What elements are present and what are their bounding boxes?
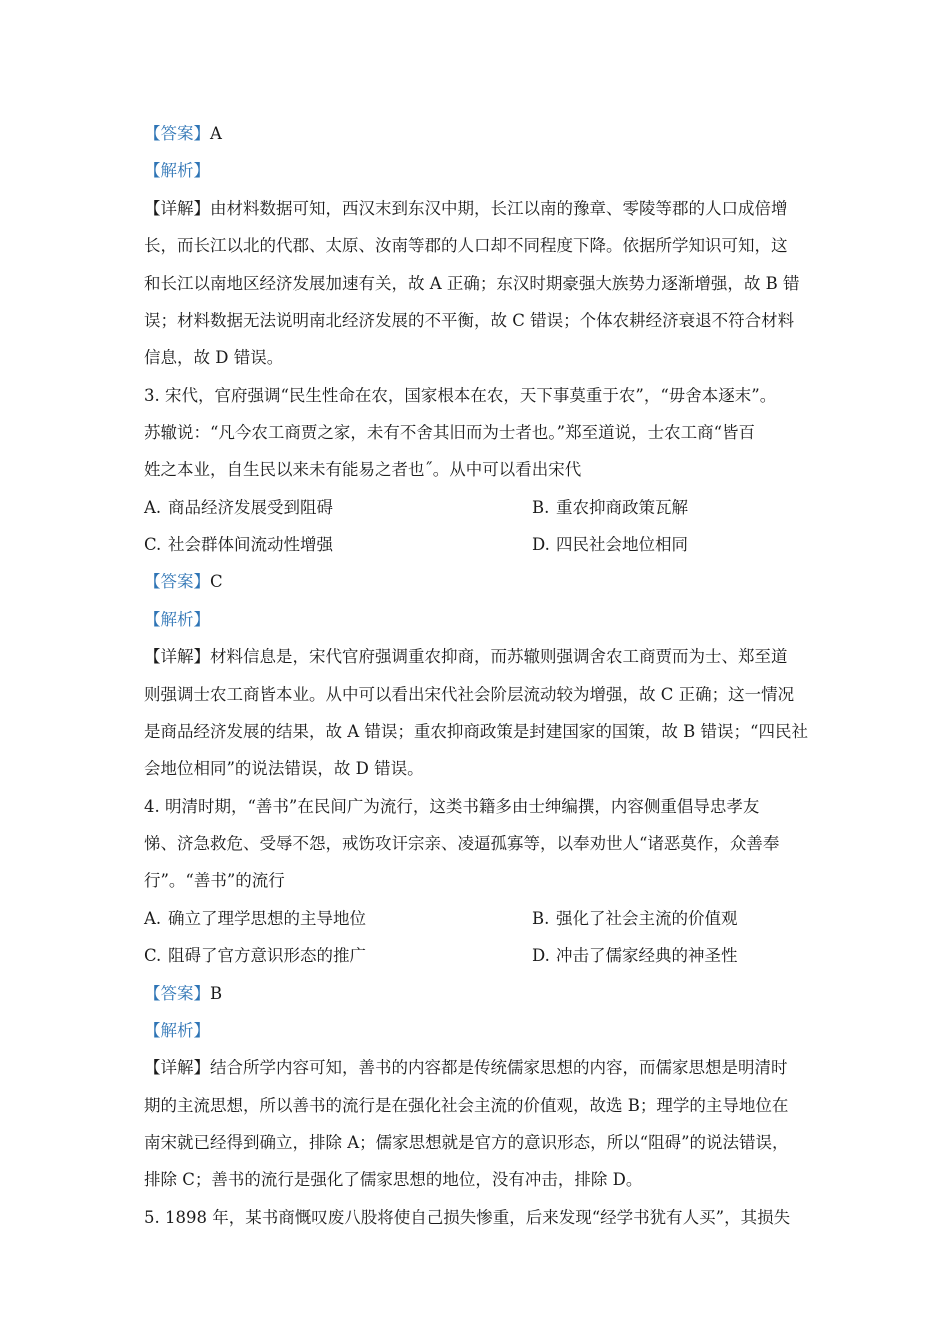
q4-option-c[interactable] xyxy=(144,945,366,967)
q4-detail-line: 排除 C；善书的流行是强化了儒家思想的地位，没有冲击，排除 D。 xyxy=(144,1170,643,1189)
q4-answer-line xyxy=(144,983,222,1005)
answer-value: C xyxy=(210,572,223,591)
q3-detail-line: 则强调士农工商皆本业。从中可以看出宋代社会阶层流动较为增强，故 C 正确；这一情况 xyxy=(144,685,795,704)
q4-option-d[interactable] xyxy=(532,945,738,967)
q3-stem-line: 姓之本业，自生民以来未有能易之者也˝。从中可以看出宋代 xyxy=(144,460,582,479)
detail-text: 由材料数据可知，西汉末到东汉中期，长江以南的豫章、零陵等郡的人口成倍增 xyxy=(210,199,788,218)
q4-detail-line: 南宋就已经得到确立，排除 A；儒家思想就是官方的意识形态，所以“阻碍”的说法错误， xyxy=(144,1133,789,1152)
q4-stem-line: 4. 明清时期，“善书”在民间广为流行，这类书籍多由士绅编撰，内容侧重倡导忠孝友 xyxy=(144,797,760,816)
q3-detail-line: 是商品经济发展的结果，故 A 错误；重农抑商政策是封建国家的国策，故 B 错误；“四民社 xyxy=(144,722,808,741)
q4-detail-line: 期的主流思想，所以善书的流行是在强化社会主流的价值观，故选 B；理学的主导地位在 xyxy=(144,1096,789,1115)
option-text: 重农抑商政策瓦解 xyxy=(556,498,688,517)
q2-analysis-line xyxy=(144,160,210,182)
analysis-tag: 【解析】 xyxy=(144,161,210,180)
q2-detail-line: 长，而长江以北的代郡、太原、汝南等郡的人口却不同程度下降。依据所学知识可知，这 xyxy=(144,236,788,255)
q2-detail-line: 和长江以南地区经济发展加速有关，故 A 正确；东汉时期豪强大族势力逐渐增强，故 B 错 xyxy=(144,274,800,293)
option-text: 冲击了儒家经典的神圣性 xyxy=(556,946,738,965)
detail-tag: 【详解】 xyxy=(144,1058,210,1077)
detail-tag: 【详解】 xyxy=(144,647,210,666)
option-letter: C. xyxy=(144,946,162,965)
q5-stem-line: 5. 1898 年，某书商慨叹废八股将使自己损失惨重，后来发现“经学书犹有人买”，其损失 xyxy=(144,1208,791,1227)
analysis-tag: 【解析】 xyxy=(144,1021,210,1040)
q4-analysis-line xyxy=(144,1020,210,1042)
option-letter: B. xyxy=(532,909,550,928)
option-text: 社会群体间流动性增强 xyxy=(168,535,333,554)
option-letter: B. xyxy=(532,498,550,517)
option-letter: D. xyxy=(532,946,550,965)
option-text: 确立了理学思想的主导地位 xyxy=(168,909,366,928)
q3-detail-line xyxy=(144,646,788,668)
q3-stem-line: 3. 宋代，官府强调“民生性命在农，国家根本在农，天下事莫重于农”，“毋舍本逐末”。 xyxy=(144,386,777,405)
q2-detail-line: 误；材料数据无法说明南北经济发展的不平衡，故 C 错误；个体农耕经济衰退不符合材料 xyxy=(144,311,795,330)
q4-option-a[interactable] xyxy=(144,908,366,930)
q4-option-b[interactable] xyxy=(532,908,738,930)
q2-detail-line: 信息，故 D 错误。 xyxy=(144,348,284,367)
q3-option-a[interactable] xyxy=(144,497,333,519)
q3-detail-line: 会地位相同”的说法错误，故 D 错误。 xyxy=(144,759,424,778)
analysis-tag: 【解析】 xyxy=(144,610,210,629)
q2-detail-line xyxy=(144,198,788,220)
option-letter: A. xyxy=(144,909,162,928)
answer-tag: 【答案】 xyxy=(144,984,210,1003)
answer-value: B xyxy=(210,984,223,1003)
option-letter: D. xyxy=(532,535,550,554)
answer-tag: 【答案】 xyxy=(144,572,210,591)
detail-text: 材料信息是，宋代官府强调重农抑商，而苏辙则强调舍农工商贾而为士、郑至道 xyxy=(210,647,788,666)
q3-analysis-line xyxy=(144,609,210,631)
q3-stem-line: 苏辙说：“凡今农工商贾之家，未有不舍其旧而为士者也。”郑至道说，士农工商“皆百 xyxy=(144,423,756,442)
option-letter: A. xyxy=(144,498,162,517)
q2-answer-line xyxy=(144,123,222,145)
answer-value: A xyxy=(210,124,222,143)
option-text: 强化了社会主流的价值观 xyxy=(556,909,738,928)
q3-option-d[interactable] xyxy=(532,534,688,556)
detail-text: 结合所学内容可知，善书的内容都是传统儒家思想的内容，而儒家思想是明清时 xyxy=(210,1058,788,1077)
q3-answer-line xyxy=(144,571,223,593)
q4-detail-line xyxy=(144,1057,788,1079)
q3-option-c[interactable] xyxy=(144,534,333,556)
option-text: 四民社会地位相同 xyxy=(556,535,688,554)
option-text: 阻碍了官方意识形态的推广 xyxy=(168,946,366,965)
option-letter: C. xyxy=(144,535,162,554)
q4-stem-line: 悌、济急救危、受辱不怨，戒饬攻讦宗亲、凌逼孤寡等，以奉劝世人“诸恶莫作，众善奉 xyxy=(144,834,780,853)
answer-tag: 【答案】 xyxy=(144,124,210,143)
q3-option-b[interactable] xyxy=(532,497,688,519)
q4-stem-line: 行”。“善书”的流行 xyxy=(144,871,285,890)
detail-tag: 【详解】 xyxy=(144,199,210,218)
option-text: 商品经济发展受到阻碍 xyxy=(168,498,333,517)
